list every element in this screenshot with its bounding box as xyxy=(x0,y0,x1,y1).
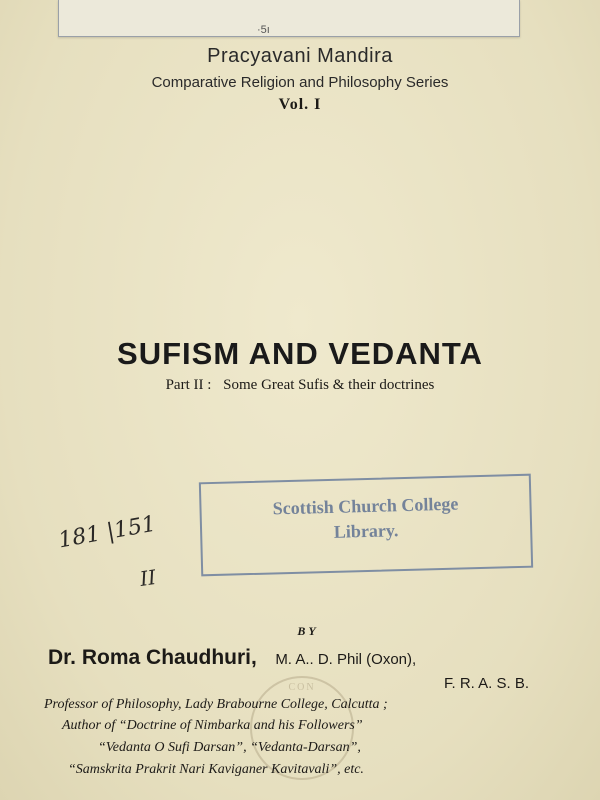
catalog-label-strip xyxy=(58,0,520,37)
stamp-line-2: Library. xyxy=(333,520,399,542)
author-position: Professor of Philosophy, Lady Brabourne College, Calcutta ; xyxy=(44,697,388,712)
book-title: SUFISM AND VEDANTA xyxy=(117,336,483,371)
series-subtitle: Comparative Religion and Philosophy Series xyxy=(151,74,449,91)
author-line xyxy=(48,646,416,670)
part-title: Some Great Sufis & their doctrines xyxy=(223,377,435,393)
book-part xyxy=(0,377,600,394)
part-label: Part II : xyxy=(165,377,212,393)
library-stamp xyxy=(199,474,533,577)
stamp-line-1: Scottish Church College xyxy=(272,493,459,519)
handwritten-sub-number: II xyxy=(138,565,158,591)
seal-text: CON xyxy=(288,682,316,693)
author-degrees-2: F. R. A. S. B. xyxy=(444,675,530,692)
by-line: BY xyxy=(297,624,319,638)
series-volume: Vol. I xyxy=(278,96,322,113)
author-name: Dr. Roma Chaudhuri, xyxy=(48,646,257,669)
author-works-1: Author of “Doctrine of Nimbarka and his Followers” xyxy=(62,718,363,733)
label-fragment-text: ·5ı xyxy=(257,24,270,36)
author-works-2: “Vedanta O Sufi Darsan”, “Vedanta-Darsan”, xyxy=(98,740,361,755)
author-degrees-1: M. A.. D. Phil (Oxon), xyxy=(275,651,417,668)
handwritten-call-number: 181 |151 xyxy=(56,511,158,554)
author-works-3: “Samskrita Prakrit Nari Kaviganer Kavitavali”, etc. xyxy=(68,762,364,777)
series-name: Pracyavani Mandira xyxy=(207,45,393,67)
